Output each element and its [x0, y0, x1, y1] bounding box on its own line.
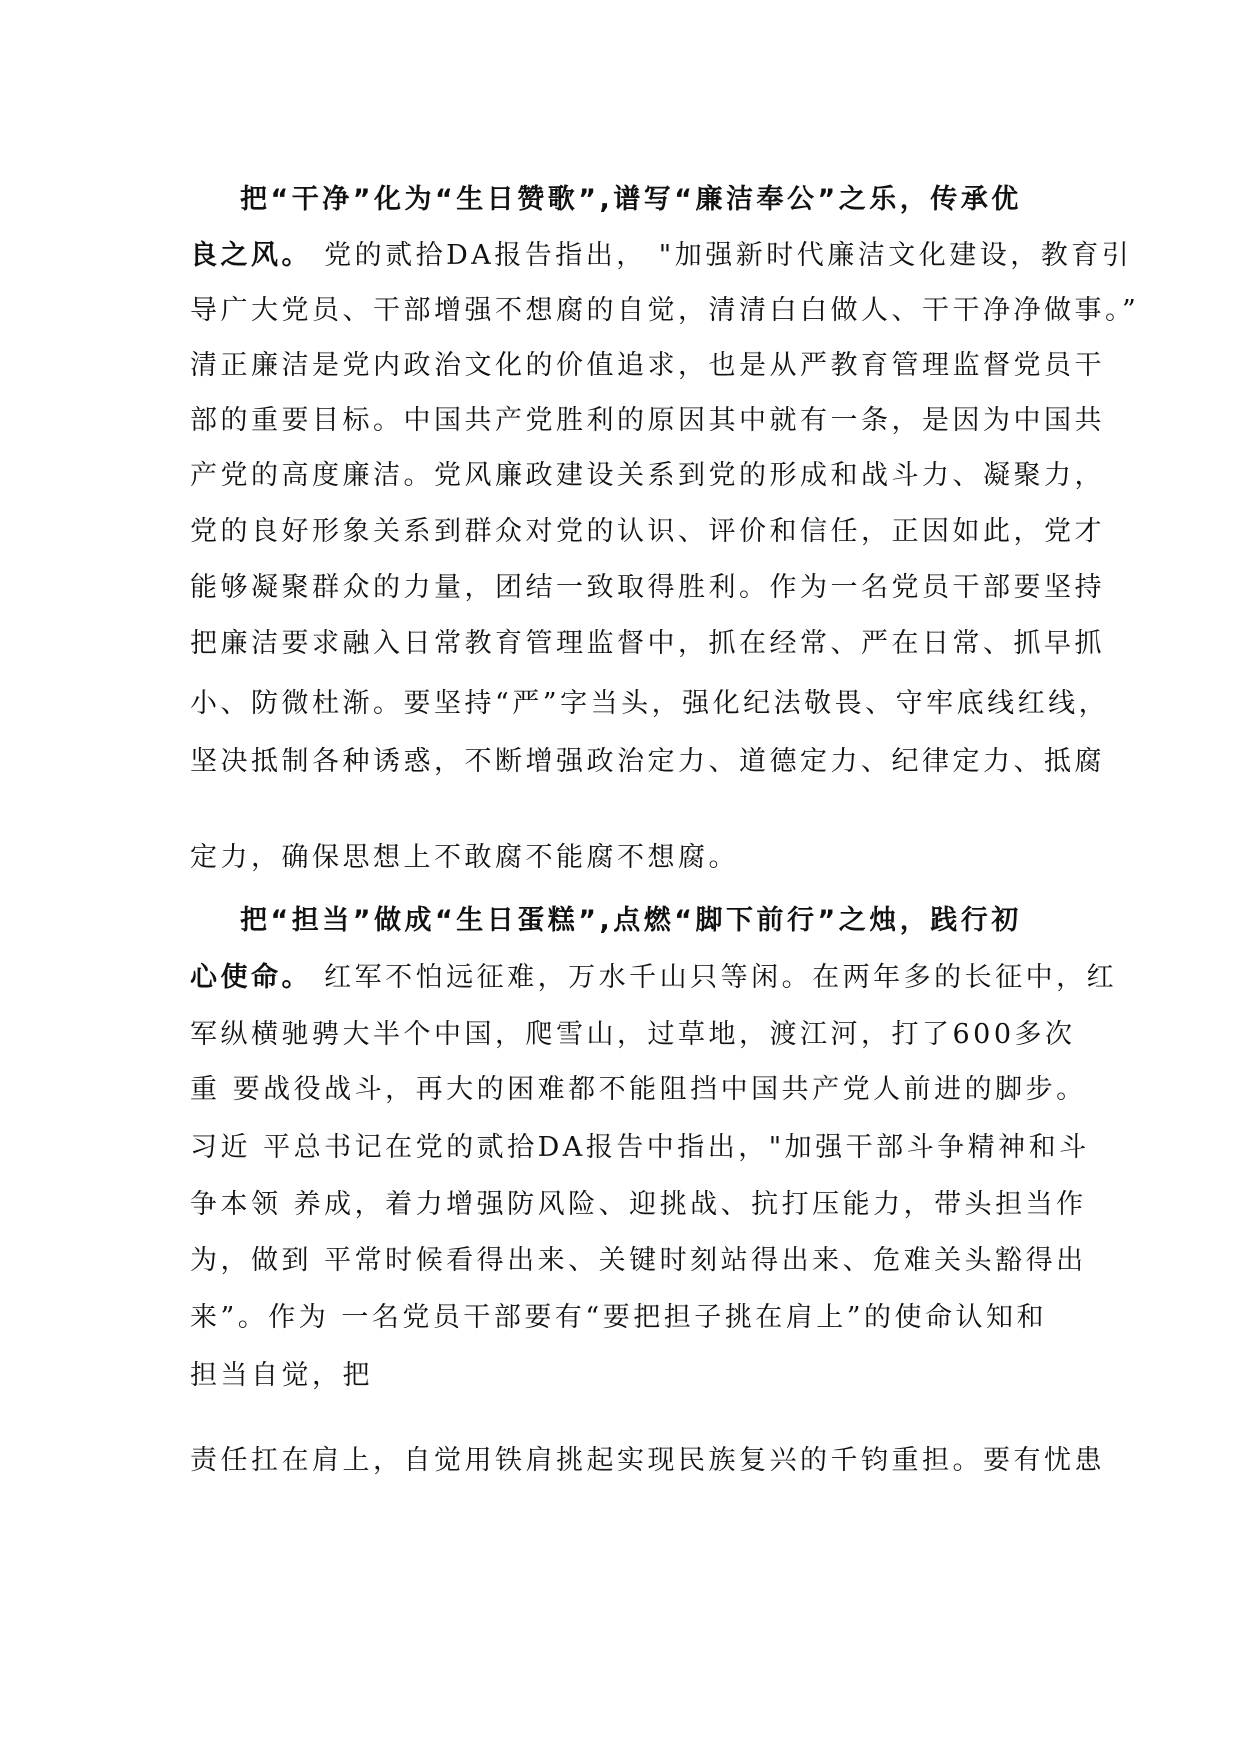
paragraph-1-line-6: 产党的高度廉洁。党风廉政建设关系到党的形成和战斗力、凝聚力，: [190, 460, 1105, 491]
paragraph-1-line-2: [190, 238, 1133, 274]
paragraph-2-line-4: 重 要战役战斗，再大的困难都不能阻挡中国共产党人前进的脚步。: [190, 1074, 1087, 1105]
paragraph-2-line-6: 争本领 养成，着力增强防风险、迎挑战、抗打压能力，带头担当作: [190, 1189, 1087, 1220]
paragraph-2-line-8: 来”。作为 一名党员干部要有“要把担子挑在肩上”的使命认知和: [190, 1302, 1047, 1333]
paragraph-2-line-9: 担当自觉，把: [190, 1360, 373, 1391]
paragraph-1-line-8: 能够凝聚群众的力量，团结一致取得胜利。作为一名党员干部要坚持: [190, 572, 1105, 603]
paragraph-1-line-12: 定力，确保思想上不敢腐不能腐不想腐。: [190, 842, 739, 873]
paragraph-1-line-4: 清正廉洁是党内政治文化的价值追求，也是从严教育管理监督党员干: [190, 350, 1105, 381]
paragraph-2-line-2: [190, 960, 1118, 996]
paragraph-1-line-9: 把廉洁要求融入日常教育管理监督中，抓在经常、严在日常、抓早抓: [190, 628, 1105, 659]
paragraph-2-line-5: 习近 平总书记在党的贰拾DA报告中指出，"加强干部斗争精神和斗: [190, 1132, 1090, 1163]
paragraph-1-line-11: 坚决抵制各种诱惑，不断增强政治定力、道德定力、纪律定力、抵腐: [190, 746, 1105, 777]
paragraph-1-line-5: 部的重要目标。中国共产党胜利的原因其中就有一条，是因为中国共: [190, 405, 1105, 436]
paragraph-2-line-10: 责任扛在肩上，自觉用铁肩挑起实现民族复兴的千钧重担。要有忧患: [190, 1445, 1105, 1476]
paragraph-1-text-line-2: 党的贰拾DA报告指出， "加强新时代廉洁文化建设，教育引: [312, 240, 1133, 271]
paragraph-2-heading-line-2: 心使命。: [190, 962, 312, 993]
paragraph-2-line-3: 军纵横驰骋大半个中国，爬雪山，过草地，渡江河，打了600多次: [190, 1019, 1076, 1050]
paragraph-1-line-7: 党的良好形象关系到群众对党的认识、评价和信任，正因如此，党才: [190, 516, 1105, 547]
paragraph-1-heading-line-1: 把“干净”化为“生日赞歌”,谱写“廉洁奉公”之乐，传承优: [240, 184, 1022, 215]
paragraph-1-line-10: 小、防微杜渐。要坚持“严”字当头，强化纪法敬畏、守牢底线红线，: [190, 688, 1110, 719]
paragraph-1-line-3: 导广大党员、干部增强不想腐的自觉，清清白白做人、干干净净做事。”: [190, 295, 1140, 326]
paragraph-1-heading-line-2: 良之风。: [190, 240, 312, 271]
paragraph-2-heading-line-1: 把“担当”做成“生日蛋糕”,点燃“脚下前行”之烛，践行初: [240, 905, 1022, 936]
paragraph-2-line-7: 为，做到 平常时候看得出来、关键时刻站得出来、危难关头豁得出: [190, 1245, 1087, 1276]
paragraph-2-text-line-2: 红军不怕远征难，万水千山只等闲。在两年多的长征中，红: [312, 962, 1118, 993]
